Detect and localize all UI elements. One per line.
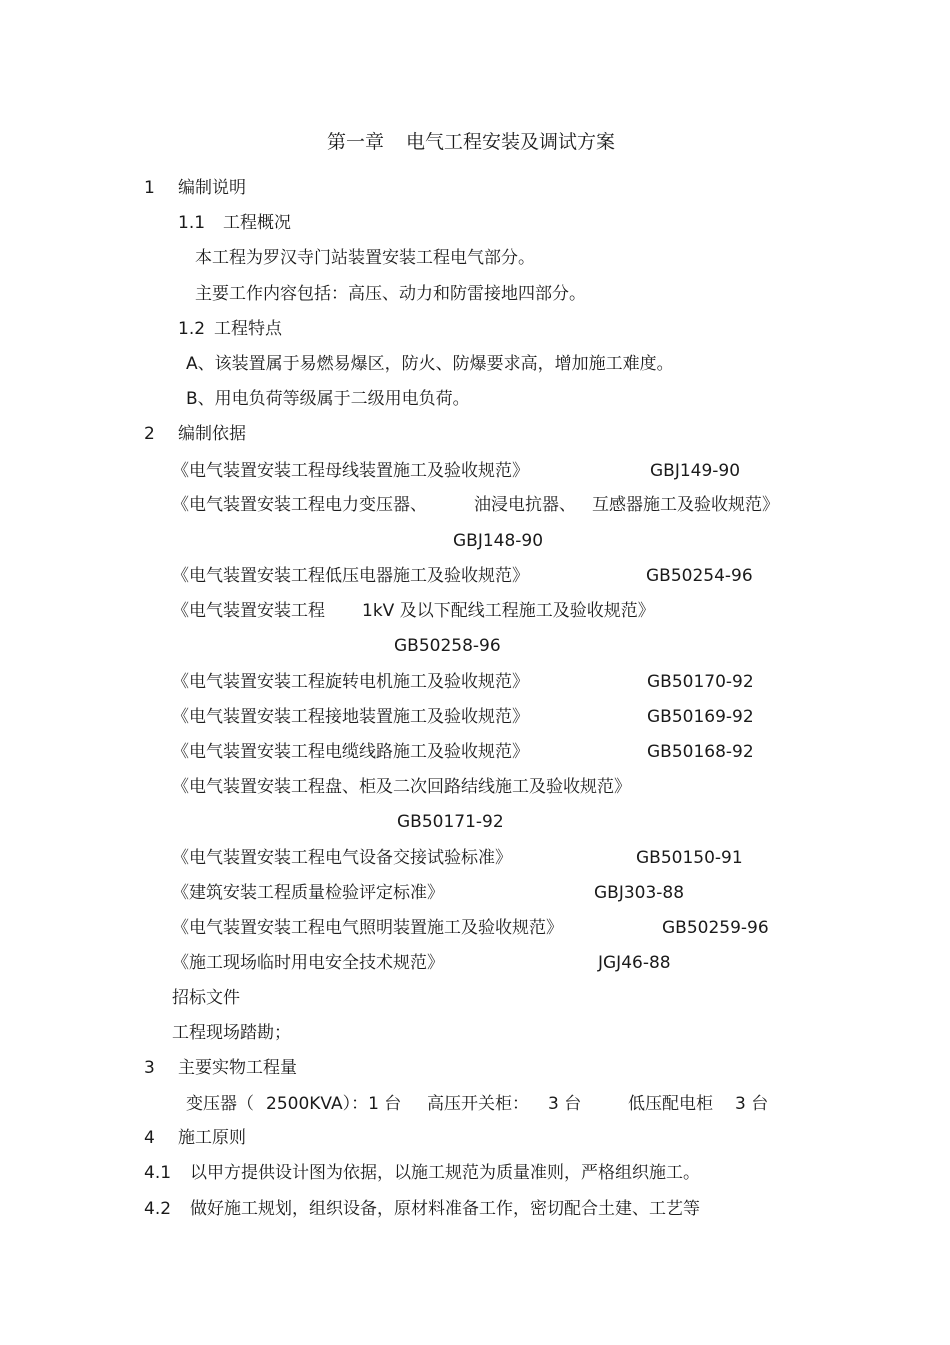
reference-code: GB50150-91 xyxy=(636,848,743,868)
reference-name: 《电气装置安装工程电缆线路施工及验收规范》 xyxy=(172,742,529,762)
reference-name: 《电气装置安装工程 xyxy=(172,601,325,621)
reference-code: GB50171-92 xyxy=(397,812,504,832)
reference-name: 《电气装置安装工程旋转电机施工及验收规范》 xyxy=(172,672,529,692)
section-title: 主要实物工程量 xyxy=(178,1058,297,1078)
reference-code: GBJ148-90 xyxy=(453,531,544,551)
reference-name: 《电气装置安装工程接地装置施工及验收规范》 xyxy=(172,707,529,727)
principle-number: 4.2 xyxy=(144,1199,172,1219)
paragraph: 主要工作内容包括：高压、动力和防雷接地四部分。 xyxy=(195,284,586,304)
principle-4-1 xyxy=(144,1162,700,1184)
quantity-value: 3 台 xyxy=(548,1094,582,1114)
reference-code: GB50168-92 xyxy=(647,742,754,762)
reference-extra: 招标文件 xyxy=(172,988,240,1008)
quantity-item: 变压器（ xyxy=(186,1094,254,1114)
chapter-number: 第一章 xyxy=(327,131,385,153)
section-1-heading xyxy=(144,177,246,199)
reference-name: 《建筑安装工程质量检验评定标准》 xyxy=(172,883,444,903)
reference-name: 《电气装置安装工程低压电器施工及验收规范》 xyxy=(172,566,529,586)
principle-number: 4.1 xyxy=(144,1163,172,1183)
quantity-value: 2500KVA）：1 台 xyxy=(266,1094,402,1114)
reference-code: GB50254-96 xyxy=(646,566,753,586)
section-title: 编制依据 xyxy=(178,424,246,444)
reference-code: GB50169-92 xyxy=(647,707,754,727)
paragraph: 本工程为罗汉寺门站装置安装工程电气部分。 xyxy=(195,248,535,268)
reference-code: GB50258-96 xyxy=(394,636,501,656)
principle-4-2 xyxy=(144,1198,700,1220)
principle-text: 做好施工规划，组织设备，原材料准备工作，密切配合土建、工艺等 xyxy=(190,1199,700,1219)
quantity-item: 低压配电柜 xyxy=(628,1094,713,1114)
reference-name: 《电气装置安装工程电气照明装置施工及验收规范》 xyxy=(172,918,563,938)
reference-name: 《电气装置安装工程电气设备交接试验标准》 xyxy=(172,848,512,868)
section-number: 3 xyxy=(144,1058,155,1078)
subsection-1-2-heading xyxy=(178,318,282,340)
reference-code: GBJ149-90 xyxy=(650,461,741,481)
section-title: 编制说明 xyxy=(178,178,246,198)
section-3-heading xyxy=(144,1057,297,1079)
list-item: B、用电负荷等级属于二级用电负荷。 xyxy=(186,389,470,409)
section-number: 2 xyxy=(144,424,155,444)
reference-name: 《电气装置安装工程母线装置施工及验收规范》 xyxy=(172,461,529,481)
subsection-number: 1.2 xyxy=(178,319,206,339)
subsection-title: 工程特点 xyxy=(214,319,282,339)
quantity-item: 高压开关柜： xyxy=(427,1094,529,1114)
reference-extra: 工程现场踏勘； xyxy=(172,1023,291,1043)
section-4-heading xyxy=(144,1127,246,1149)
list-item: A、该装置属于易燃易爆区，防火、防爆要求高，增加施工难度。 xyxy=(186,354,674,374)
reference-name-part: 油浸电抗器、 xyxy=(474,495,576,515)
quantity-value: 3 台 xyxy=(735,1094,769,1114)
chapter-title-text: 电气工程安装及调试方案 xyxy=(406,131,616,153)
reference-name-part: 互感器施工及验收规范》 xyxy=(592,495,779,515)
section-number: 4 xyxy=(144,1128,155,1148)
reference-name: 《电气装置安装工程电力变压器、 xyxy=(172,495,427,515)
reference-name: 《施工现场临时用电安全技术规范》 xyxy=(172,953,444,973)
reference-code: GB50170-92 xyxy=(647,672,754,692)
reference-name: 《电气装置安装工程盘、柜及二次回路结线施工及验收规范》 xyxy=(172,777,631,797)
reference-code: JGJ46-88 xyxy=(598,953,671,973)
subsection-title: 工程概况 xyxy=(223,213,291,233)
reference-code: GB50259-96 xyxy=(662,918,769,938)
section-title: 施工原则 xyxy=(178,1128,246,1148)
reference-code: GBJ303-88 xyxy=(594,883,685,903)
section-number: 1 xyxy=(144,178,155,198)
subsection-1-1-heading xyxy=(178,212,291,234)
principle-text: 以甲方提供设计图为依据，以施工规范为质量准则，严格组织施工。 xyxy=(190,1163,700,1183)
subsection-number: 1.1 xyxy=(178,213,206,233)
section-2-heading xyxy=(144,423,246,445)
reference-name-part: 1kV 及以下配线工程施工及验收规范》 xyxy=(362,601,655,621)
